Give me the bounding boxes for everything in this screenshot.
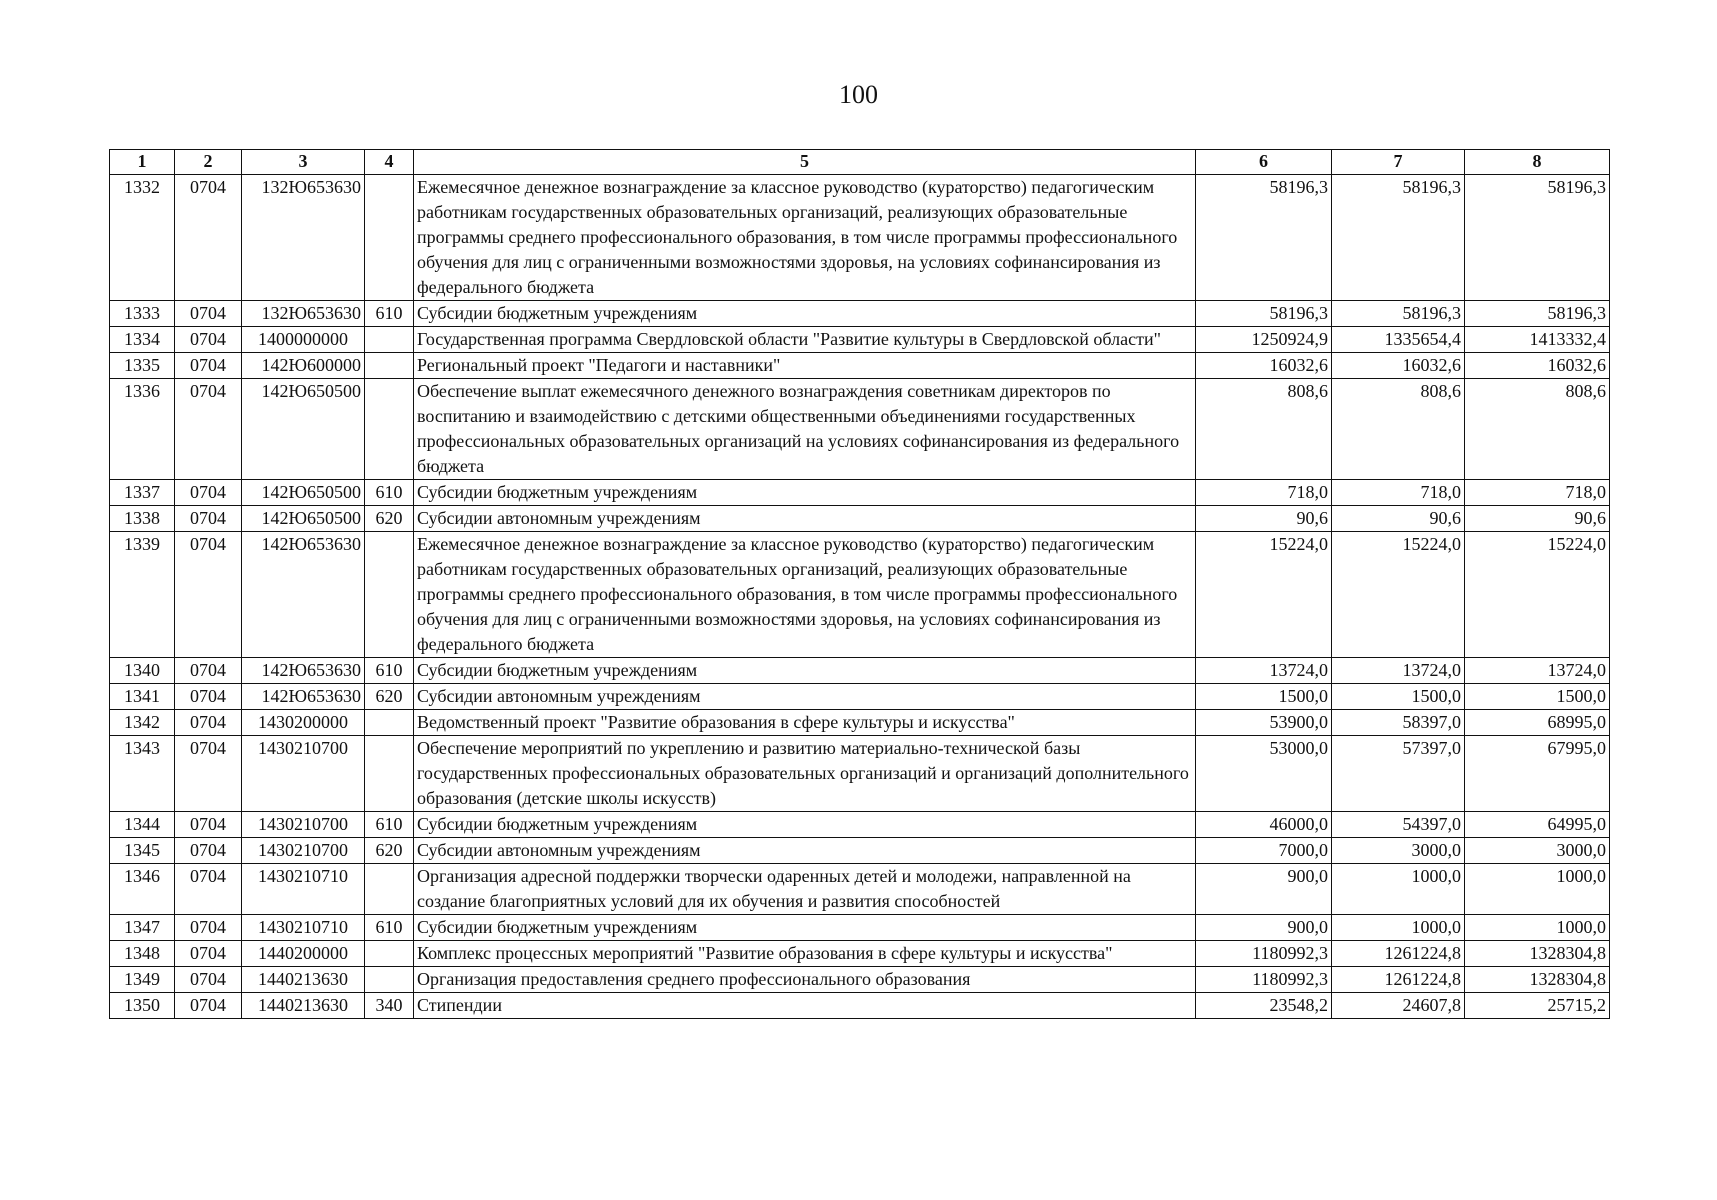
item-name: Ежемесячное денежное вознаграждение за классное руководство (кураторство) педагогическим работникам государственных образовательных организаций, реализующих образовательные программы среднего профессионального образования, в том числе программы профессионального обучения для лиц с ограниченными возможностями здоровья, на условиях софинансирования из федерального бюджета: [414, 532, 1196, 658]
target-code: 132Ю653630: [242, 175, 365, 301]
header-col-6: 6: [1196, 150, 1332, 175]
target-code: 142Ю650500: [242, 480, 365, 506]
budget-table: [109, 149, 1610, 1019]
table-row: [110, 710, 1610, 736]
row-number: 1345: [110, 838, 175, 864]
expense-type: 610: [365, 658, 414, 684]
table-row: [110, 175, 1610, 301]
amount-col-7: 718,0: [1332, 480, 1465, 506]
expense-type: 340: [365, 993, 414, 1019]
expense-type: 610: [365, 480, 414, 506]
item-name: Стипендии: [414, 993, 1196, 1019]
amount-col-7: 808,6: [1332, 379, 1465, 480]
amount-col-6: 900,0: [1196, 915, 1332, 941]
expense-type: 610: [365, 301, 414, 327]
amount-col-8: 58196,3: [1465, 175, 1610, 301]
item-name: Ведомственный проект "Развитие образования в сфере культуры и искусства": [414, 710, 1196, 736]
section-code: 0704: [175, 812, 242, 838]
table-row: [110, 993, 1610, 1019]
expense-type: [365, 353, 414, 379]
amount-col-6: 1500,0: [1196, 684, 1332, 710]
item-name: Субсидии автономным учреждениям: [414, 506, 1196, 532]
section-code: 0704: [175, 864, 242, 915]
amount-col-8: 808,6: [1465, 379, 1610, 480]
amount-col-6: 90,6: [1196, 506, 1332, 532]
expense-type: 620: [365, 684, 414, 710]
amount-col-7: 13724,0: [1332, 658, 1465, 684]
header-row: [110, 150, 1610, 175]
item-name: Организация адресной поддержки творчески одаренных детей и молодежи, направленной на создание благоприятных условий для их обучения и развития способностей: [414, 864, 1196, 915]
amount-col-7: 58196,3: [1332, 175, 1465, 301]
item-name: Обеспечение выплат ежемесячного денежного вознаграждения советникам директоров по воспитанию и взаимодействию с детскими общественными объединениями государственных профессиональных образовательных организаций на условиях софинансирования из федерального бюджета: [414, 379, 1196, 480]
row-number: 1334: [110, 327, 175, 353]
expense-type: 620: [365, 838, 414, 864]
section-code: 0704: [175, 327, 242, 353]
expense-type: [365, 379, 414, 480]
section-code: 0704: [175, 658, 242, 684]
table-row: [110, 684, 1610, 710]
expense-type: [365, 327, 414, 353]
amount-col-6: 718,0: [1196, 480, 1332, 506]
row-number: 1340: [110, 658, 175, 684]
row-number: 1337: [110, 480, 175, 506]
section-code: 0704: [175, 967, 242, 993]
amount-col-8: 90,6: [1465, 506, 1610, 532]
amount-col-8: 1000,0: [1465, 915, 1610, 941]
amount-col-6: 58196,3: [1196, 175, 1332, 301]
item-name: Субсидии автономным учреждениям: [414, 684, 1196, 710]
amount-col-8: 1328304,8: [1465, 941, 1610, 967]
expense-type: 610: [365, 915, 414, 941]
amount-col-8: 3000,0: [1465, 838, 1610, 864]
target-code: 1430210710: [242, 864, 365, 915]
amount-col-8: 1500,0: [1465, 684, 1610, 710]
table-row: [110, 327, 1610, 353]
expense-type: [365, 175, 414, 301]
section-code: 0704: [175, 175, 242, 301]
item-name: Государственная программа Свердловской области "Развитие культуры в Свердловской области": [414, 327, 1196, 353]
amount-col-6: 7000,0: [1196, 838, 1332, 864]
table-row: [110, 532, 1610, 658]
target-code: 1440213630: [242, 993, 365, 1019]
expense-type: 620: [365, 506, 414, 532]
target-code: 142Ю650500: [242, 379, 365, 480]
amount-col-8: 1000,0: [1465, 864, 1610, 915]
item-name: Ежемесячное денежное вознаграждение за классное руководство (кураторство) педагогическим работникам государственных образовательных организаций, реализующих образовательные программы среднего профессионального образования, в том числе программы профессионального обучения для лиц с ограниченными возможностями здоровья, на условиях софинансирования из федерального бюджета: [414, 175, 1196, 301]
amount-col-7: 24607,8: [1332, 993, 1465, 1019]
amount-col-7: 1261224,8: [1332, 967, 1465, 993]
row-number: 1332: [110, 175, 175, 301]
table-row: [110, 864, 1610, 915]
target-code: 142Ю600000: [242, 353, 365, 379]
header-col-8: 8: [1465, 150, 1610, 175]
target-code: 1430210700: [242, 812, 365, 838]
amount-col-6: 15224,0: [1196, 532, 1332, 658]
expense-type: [365, 967, 414, 993]
amount-col-7: 57397,0: [1332, 736, 1465, 812]
amount-col-8: 64995,0: [1465, 812, 1610, 838]
item-name: Организация предоставления среднего профессионального образования: [414, 967, 1196, 993]
header-col-2: 2: [175, 150, 242, 175]
header-col-3: 3: [242, 150, 365, 175]
amount-col-8: 13724,0: [1465, 658, 1610, 684]
expense-type: [365, 736, 414, 812]
item-name: Обеспечение мероприятий по укреплению и развитию материально-технической базы государственных профессиональных образовательных организаций и организаций дополнительного образования (детские школы искусств): [414, 736, 1196, 812]
target-code: 132Ю653630: [242, 301, 365, 327]
row-number: 1350: [110, 993, 175, 1019]
row-number: 1335: [110, 353, 175, 379]
section-code: 0704: [175, 353, 242, 379]
table-row: [110, 967, 1610, 993]
amount-col-7: 1000,0: [1332, 864, 1465, 915]
target-code: 142Ю653630: [242, 684, 365, 710]
item-name: Субсидии бюджетным учреждениям: [414, 915, 1196, 941]
row-number: 1333: [110, 301, 175, 327]
item-name: Субсидии бюджетным учреждениям: [414, 812, 1196, 838]
amount-col-6: 23548,2: [1196, 993, 1332, 1019]
amount-col-7: 16032,6: [1332, 353, 1465, 379]
row-number: 1343: [110, 736, 175, 812]
table-row: [110, 506, 1610, 532]
expense-type: [365, 864, 414, 915]
amount-col-8: 16032,6: [1465, 353, 1610, 379]
section-code: 0704: [175, 379, 242, 480]
section-code: 0704: [175, 301, 242, 327]
amount-col-8: 1413332,4: [1465, 327, 1610, 353]
row-number: 1349: [110, 967, 175, 993]
section-code: 0704: [175, 941, 242, 967]
item-name: Региональный проект "Педагоги и наставники": [414, 353, 1196, 379]
expense-type: [365, 710, 414, 736]
table-row: [110, 480, 1610, 506]
item-name: Субсидии бюджетным учреждениям: [414, 301, 1196, 327]
section-code: 0704: [175, 506, 242, 532]
target-code: 1440200000: [242, 941, 365, 967]
amount-col-8: 25715,2: [1465, 993, 1610, 1019]
amount-col-6: 808,6: [1196, 379, 1332, 480]
table-row: [110, 941, 1610, 967]
target-code: 1430200000: [242, 710, 365, 736]
expense-type: 610: [365, 812, 414, 838]
amount-col-6: 900,0: [1196, 864, 1332, 915]
amount-col-7: 54397,0: [1332, 812, 1465, 838]
amount-col-7: 15224,0: [1332, 532, 1465, 658]
table-row: [110, 915, 1610, 941]
table-row: [110, 353, 1610, 379]
amount-col-8: 67995,0: [1465, 736, 1610, 812]
amount-col-6: 16032,6: [1196, 353, 1332, 379]
amount-col-7: 1000,0: [1332, 915, 1465, 941]
row-number: 1348: [110, 941, 175, 967]
section-code: 0704: [175, 915, 242, 941]
amount-col-6: 1250924,9: [1196, 327, 1332, 353]
target-code: 1430210700: [242, 838, 365, 864]
amount-col-6: 1180992,3: [1196, 941, 1332, 967]
section-code: 0704: [175, 710, 242, 736]
item-name: Субсидии бюджетным учреждениям: [414, 480, 1196, 506]
row-number: 1338: [110, 506, 175, 532]
item-name: Субсидии бюджетным учреждениям: [414, 658, 1196, 684]
row-number: 1336: [110, 379, 175, 480]
amount-col-8: 1328304,8: [1465, 967, 1610, 993]
section-code: 0704: [175, 993, 242, 1019]
target-code: 142Ю653630: [242, 532, 365, 658]
amount-col-7: 90,6: [1332, 506, 1465, 532]
target-code: 1440213630: [242, 967, 365, 993]
row-number: 1342: [110, 710, 175, 736]
row-number: 1346: [110, 864, 175, 915]
target-code: 1430210700: [242, 736, 365, 812]
amount-col-7: 1261224,8: [1332, 941, 1465, 967]
header-col-7: 7: [1332, 150, 1465, 175]
item-name: Комплекс процессных мероприятий "Развитие образования в сфере культуры и искусства": [414, 941, 1196, 967]
amount-col-7: 3000,0: [1332, 838, 1465, 864]
amount-col-6: 53900,0: [1196, 710, 1332, 736]
table-row: [110, 658, 1610, 684]
row-number: 1347: [110, 915, 175, 941]
amount-col-7: 58196,3: [1332, 301, 1465, 327]
section-code: 0704: [175, 838, 242, 864]
page-number: 100: [839, 80, 878, 109]
amount-col-7: 58397,0: [1332, 710, 1465, 736]
section-code: 0704: [175, 532, 242, 658]
amount-col-8: 58196,3: [1465, 301, 1610, 327]
amount-col-8: 718,0: [1465, 480, 1610, 506]
item-name: Субсидии автономным учреждениям: [414, 838, 1196, 864]
expense-type: [365, 532, 414, 658]
row-number: 1344: [110, 812, 175, 838]
target-code: 1400000000: [242, 327, 365, 353]
target-code: 1430210710: [242, 915, 365, 941]
header-col-1: 1: [110, 150, 175, 175]
amount-col-6: 53000,0: [1196, 736, 1332, 812]
section-code: 0704: [175, 684, 242, 710]
table-row: [110, 838, 1610, 864]
amount-col-6: 58196,3: [1196, 301, 1332, 327]
table-row: [110, 812, 1610, 838]
amount-col-6: 13724,0: [1196, 658, 1332, 684]
amount-col-6: 1180992,3: [1196, 967, 1332, 993]
amount-col-8: 15224,0: [1465, 532, 1610, 658]
header-col-5: 5: [414, 150, 1196, 175]
amount-col-8: 68995,0: [1465, 710, 1610, 736]
row-number: 1339: [110, 532, 175, 658]
target-code: 142Ю650500: [242, 506, 365, 532]
table-row: [110, 301, 1610, 327]
row-number: 1341: [110, 684, 175, 710]
header-col-4: 4: [365, 150, 414, 175]
amount-col-7: 1500,0: [1332, 684, 1465, 710]
table-row: [110, 379, 1610, 480]
amount-col-6: 46000,0: [1196, 812, 1332, 838]
section-code: 0704: [175, 736, 242, 812]
amount-col-7: 1335654,4: [1332, 327, 1465, 353]
target-code: 142Ю653630: [242, 658, 365, 684]
section-code: 0704: [175, 480, 242, 506]
expense-type: [365, 941, 414, 967]
table-row: [110, 736, 1610, 812]
